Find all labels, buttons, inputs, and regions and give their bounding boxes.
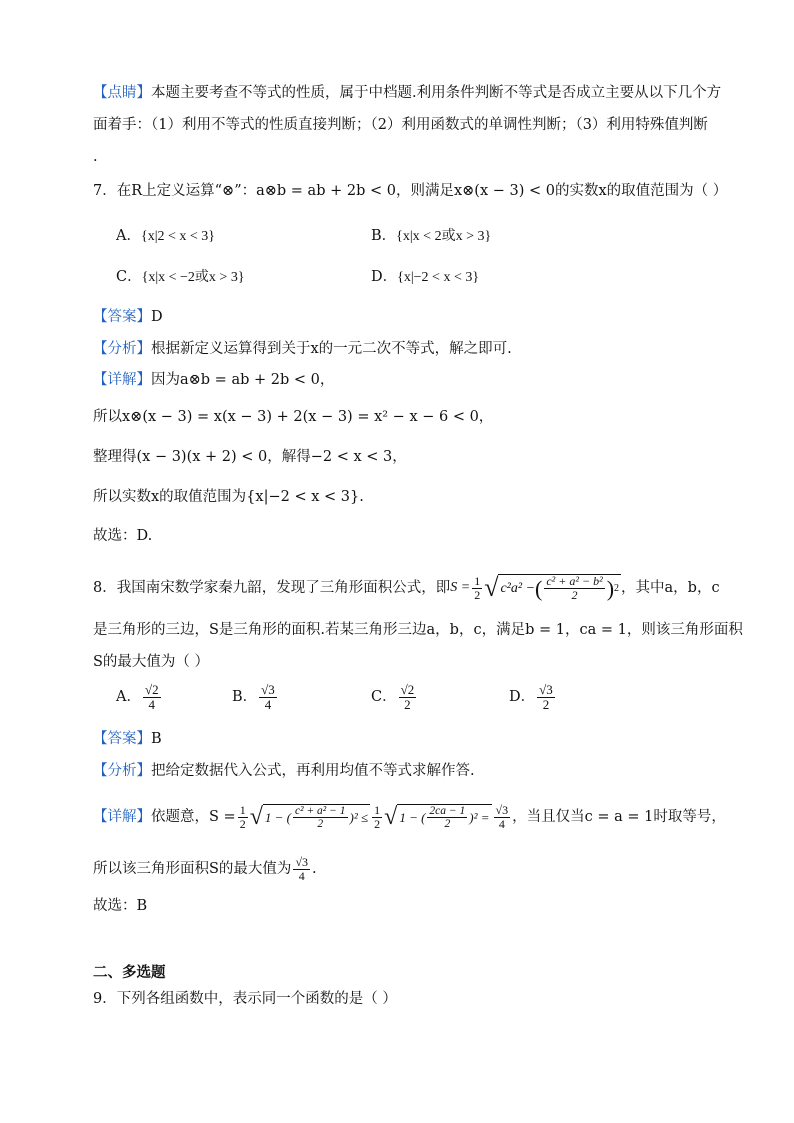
q8-conclusion-den: 4 — [298, 868, 305, 883]
q8-option-b-fraction — [259, 683, 277, 711]
q7-stem: 7．在R上定义运算“⊗”：a⊗b = ab + 2b < 0，则满足x⊗(x − 3) < 0的实数x的取值范围为（ ） — [93, 183, 728, 199]
q8-half-den: 2 — [474, 587, 481, 602]
q8-detail-result — [494, 804, 511, 830]
q7-option-b-letter: B． — [371, 228, 397, 244]
q8-option-d-fraction — [537, 683, 555, 711]
q7-option-d — [371, 267, 479, 288]
q8-option-a-den: 4 — [148, 696, 156, 712]
q8-option-b-den: 4 — [264, 696, 272, 712]
q9-stem: 9．下列各组函数中，表示同一个函数的是（ ） — [93, 991, 397, 1007]
radical-sign-icon: √ — [249, 804, 263, 830]
q8-half-num: 1 — [474, 573, 481, 588]
q8-detail-result-den: 4 — [498, 816, 505, 831]
q8-detail-e-fraction — [427, 805, 467, 830]
q8-option-a-num: √2 — [144, 682, 159, 697]
q8-detail — [93, 797, 726, 837]
q8-choose: 故选：B — [93, 898, 148, 914]
q7-step-2: 整理得(x − 3)(x + 2) < 0，解得−2 < x < 3， — [93, 449, 407, 465]
q7-detail-text: 因为a⊗b = ab + 2b < 0， — [151, 372, 335, 388]
q7-choose: 故选：D. — [93, 528, 153, 544]
q8-detail-e-den: 2 — [444, 818, 451, 830]
q8-conclusion-fraction — [293, 856, 310, 882]
q7-option-b-text: {x|x < 2或x > 3} — [396, 229, 492, 244]
q8-analysis — [93, 761, 475, 781]
q8-conclusion-suffix: . — [312, 861, 317, 877]
q8-option-c-num: √2 — [400, 682, 415, 697]
tip-tag: 【点睛】 — [93, 85, 151, 101]
q8-detail-suffix: ，当且仅当c = a = 1时取等号， — [512, 809, 726, 825]
right-paren-icon: ) — [606, 575, 615, 601]
tip-line-2: 面着手：（1）利用不等式的性质直接判断；（2）利用函数式的单调性判断；（3）利用特殊值判断 — [93, 117, 708, 133]
q7-option-d-letter: D． — [371, 269, 398, 285]
q8-detail-b-num: c² + a² − 1 — [294, 804, 346, 817]
q7-option-c — [116, 267, 245, 288]
q8-answer-tag: 【答案】 — [93, 731, 151, 747]
q7-answer — [93, 307, 163, 327]
q8-analysis-tag: 【分析】 — [93, 763, 151, 779]
q8-detail-e-num: 2ca − 1 — [429, 804, 466, 817]
q8-detail-d: 1 − ( — [399, 809, 426, 825]
q8-answer-value: B — [151, 731, 162, 747]
q8-option-d-num: √3 — [539, 682, 553, 697]
q8-inner-num: c² + a² − b² — [546, 574, 603, 589]
tip-line-1 — [93, 83, 721, 103]
q8-option-b-num: √3 — [261, 682, 275, 697]
q7-option-a-letter: A． — [116, 228, 141, 244]
q8-detail-b-fraction — [293, 805, 348, 830]
q7-answer-value: D — [151, 309, 163, 325]
q8-option-b — [232, 683, 279, 711]
left-paren-icon: ( — [535, 575, 543, 601]
q8-formula-radicand — [498, 574, 621, 601]
q8-stem-line-2: 是三角形的三边，S是三角形的面积.若某三角形三边a，b，c，满足b = 1，ca = 1，则该三角形面积 — [93, 622, 743, 638]
q8-detail-radicand-1 — [263, 804, 370, 830]
q7-analysis — [93, 339, 512, 359]
radical-sign-icon: √ — [384, 804, 398, 830]
tip-line-3: . — [93, 149, 98, 165]
q8-option-d-letter: D． — [509, 689, 536, 706]
q7-step-1: 所以x⊗(x − 3) = x(x − 3) + 2(x − 3) = x² − x − 6 < 0， — [93, 409, 494, 425]
q8-stem-suffix: ，其中a，b，c — [621, 580, 720, 596]
q8-option-d — [509, 683, 557, 711]
q8-conclusion-num: √3 — [295, 854, 309, 869]
q8-detail-b-den: 2 — [317, 818, 324, 830]
q8-stem-prefix: 8．我国南宋数学家秦九韶，发现了三角形面积公式，即 — [93, 580, 451, 596]
q8-option-a-letter: A． — [116, 689, 141, 706]
q8-analysis-text: 把给定数据代入公式，再利用均值不等式求解作答. — [151, 763, 475, 779]
q8-inner-den: 2 — [571, 588, 578, 602]
q7-answer-tag: 【答案】 — [93, 309, 151, 325]
q8-detail-result-num: √3 — [495, 802, 509, 817]
q8-option-c-fraction — [399, 683, 417, 711]
radical-sign-icon: √ — [484, 573, 499, 602]
q7-detail-tag: 【详解】 — [93, 372, 151, 388]
q8-option-c-den: 2 — [404, 696, 411, 712]
q8-detail-half-1-den: 2 — [239, 816, 246, 831]
q8-detail-half-1 — [238, 804, 248, 830]
q8-stem-line-1 — [93, 568, 720, 608]
q8-option-d-den: 2 — [542, 696, 550, 712]
q8-radicand-a: c²a² − — [500, 580, 536, 596]
q8-detail-half-1-num: 1 — [239, 802, 246, 817]
q7-option-c-letter: C． — [116, 269, 142, 285]
q7-analysis-text: 根据新定义运算得到关于x的一元二次不等式，解之即可. — [151, 341, 512, 357]
q8-detail-f: )² = — [469, 809, 490, 825]
q8-option-a — [116, 683, 163, 711]
q8-detail-c: )² ≤ — [349, 809, 369, 825]
q7-option-c-text: {x|x < −2或x > 3} — [141, 270, 245, 285]
q8-formula-half — [472, 575, 482, 601]
q8-formula-lhs: S = — [450, 580, 471, 595]
q8-detail-prefix: 依题意，S = — [151, 809, 236, 825]
q8-option-a-fraction — [143, 683, 161, 711]
tip-text-1: 本题主要考查不等式的性质，属于中档题.利用条件判断不等式是否成立主要从以下几个方 — [151, 85, 722, 101]
q8-conclusion-prefix: 所以该三角形面积S的最大值为 — [93, 861, 292, 877]
q8-inner-fraction — [544, 575, 604, 601]
section-title: 二、多选题 — [93, 965, 166, 981]
q7-step-3: 所以实数x的取值范围为{x|−2 < x < 3}. — [93, 489, 364, 505]
q8-detail-tag: 【详解】 — [93, 809, 151, 825]
q7-option-a — [116, 226, 215, 247]
q8-detail-half-2-num: 1 — [374, 802, 381, 817]
q8-option-c — [371, 683, 418, 711]
q7-option-d-text: {x|−2 < x < 3} — [397, 270, 480, 285]
q8-detail-a: 1 − ( — [264, 809, 291, 825]
q8-detail-half-2-den: 2 — [374, 816, 381, 831]
q7-detail — [93, 370, 334, 390]
q7-analysis-tag: 【分析】 — [93, 341, 151, 357]
q7-option-b — [371, 226, 491, 247]
q8-option-c-letter: C． — [371, 689, 397, 706]
q8-detail-half-2 — [372, 804, 382, 830]
q8-conclusion — [93, 851, 317, 887]
q8-stem-line-3: S的最大值为（ ） — [93, 654, 210, 670]
q8-detail-radicand-2 — [397, 804, 491, 830]
q8-answer — [93, 729, 162, 749]
q8-formula-exp: 2 — [614, 582, 620, 594]
q7-option-a-text: {x|2 < x < 3} — [140, 229, 216, 244]
q8-option-b-letter: B． — [232, 689, 258, 706]
